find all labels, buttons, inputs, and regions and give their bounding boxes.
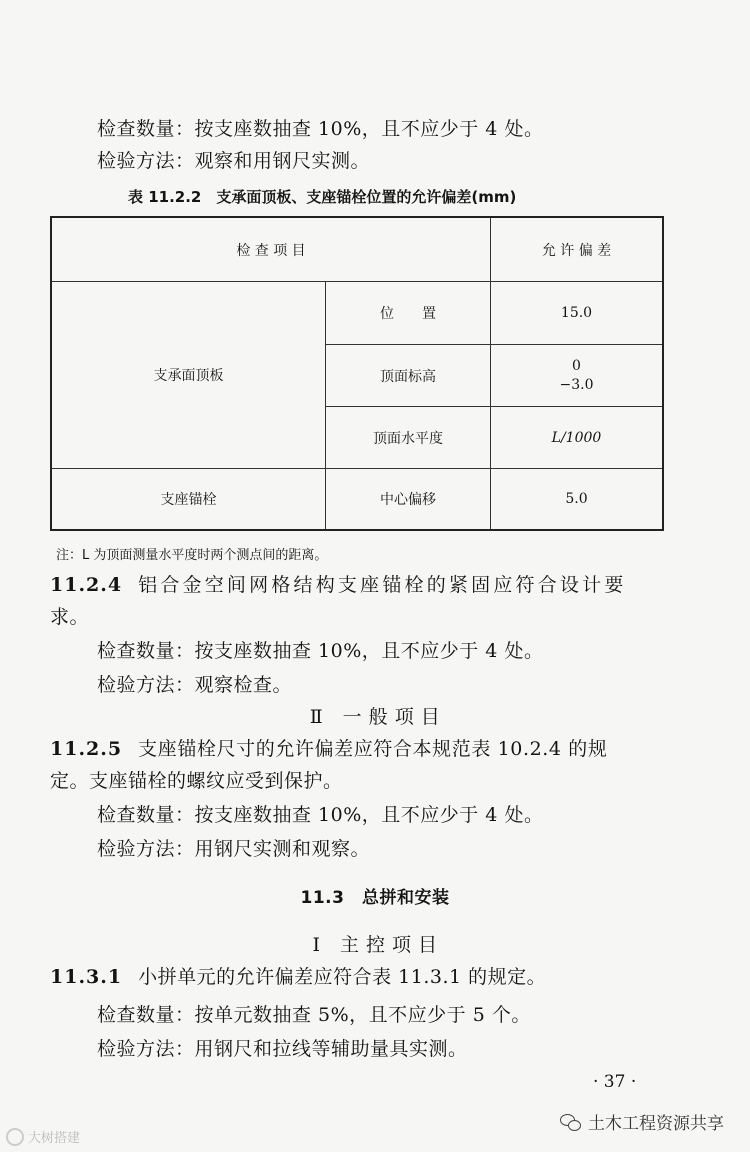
- clause-11-2-5-method: 检验方法：用钢尺实测和观察。: [97, 838, 371, 860]
- row-top-levelness-value: L/1000: [551, 429, 602, 446]
- top-method-line: 检验方法：观察和用钢尺实测。: [97, 150, 371, 172]
- clause-text: 铝合金空间网格结构支座锚栓的紧固应符合设计要: [138, 574, 627, 596]
- clause-text: 支座锚栓尺寸的允许偏差应符合本规范表 10.2.4 的规: [138, 738, 608, 760]
- watermark-right: [560, 1109, 724, 1134]
- clause-number: 11.2.4: [50, 574, 123, 596]
- watermark-left-text: 大树搭建: [28, 1131, 81, 1146]
- heading-general-items: Ⅱ 一 般 项 目: [309, 706, 441, 728]
- header-allowed-deviation: 允 许 偏 差: [541, 242, 612, 259]
- clause-11-3-1-check: 检查数量：按单元数抽查 5%，且不应少于 5 个。: [97, 1004, 531, 1026]
- clause-11-2-4-cont: 求。: [50, 606, 90, 628]
- clause-11-2-5-check: 检查数量：按支座数抽查 10%，且不应少于 4 处。: [97, 804, 544, 826]
- wechat-icon: [560, 1113, 582, 1131]
- row-top-levelness-item: 顶面水平度: [373, 430, 443, 447]
- row-center-offset-value: 5.0: [565, 491, 588, 507]
- section-11-3-title: 11.3 总拼和安装: [300, 888, 450, 908]
- row-position-item: 位 置: [380, 306, 436, 322]
- clause-number: 11.3.1: [50, 966, 123, 988]
- row-top-elevation-item: 顶面标高: [380, 368, 436, 385]
- table-caption: 表 11.2.2 支承面顶板、支座锚栓位置的允许偏差(mm): [128, 188, 517, 206]
- row-top-elevation-value: [491, 345, 662, 406]
- page-number: · 37 ·: [593, 1072, 637, 1092]
- clause-11-2-4-check: 检查数量：按支座数抽查 10%，且不应少于 4 处。: [97, 640, 544, 662]
- row-center-offset-item: 中心偏移: [380, 492, 436, 508]
- clause-11-2-4-method: 检验方法：观察检查。: [97, 674, 293, 696]
- clause-11-3-1: [50, 968, 546, 987]
- clause-11-2-5-cont: 定。支座锚栓的螺纹应受到保护。: [50, 770, 343, 792]
- group-bearing-plate: 支承面顶板: [153, 368, 224, 384]
- header-check-item: 检 查 项 目: [236, 242, 306, 259]
- clause-11-3-1-method: 检验方法：用钢尺和拉线等辅助量具实测。: [97, 1038, 468, 1060]
- elevation-upper: 0: [572, 357, 581, 374]
- tolerance-table: [50, 216, 664, 531]
- elevation-lower: −3.0: [559, 376, 594, 393]
- row-position-value: 15.0: [560, 305, 593, 321]
- top-check-line: 检查数量：按支座数抽查 10%，且不应少于 4 处。: [97, 118, 544, 140]
- clause-number: 11.2.5: [50, 738, 123, 760]
- clause-text: 小拼单元的允许偏差应符合表 11.3.1 的规定。: [138, 966, 547, 988]
- watermark-left: [6, 1127, 80, 1146]
- heading-main-items: Ⅰ 主 控 项 目: [312, 934, 438, 956]
- clause-11-2-5: [50, 740, 607, 759]
- clause-11-2-4: [50, 576, 627, 595]
- group-anchor-bolt: 支座锚栓: [160, 492, 217, 508]
- watermark-logo-icon: [6, 1128, 24, 1146]
- watermark-right-text: 土木工程资源共享: [588, 1114, 724, 1134]
- table-note: 注：L 为顶面测量水平度时两个测点间的距离。: [56, 548, 328, 563]
